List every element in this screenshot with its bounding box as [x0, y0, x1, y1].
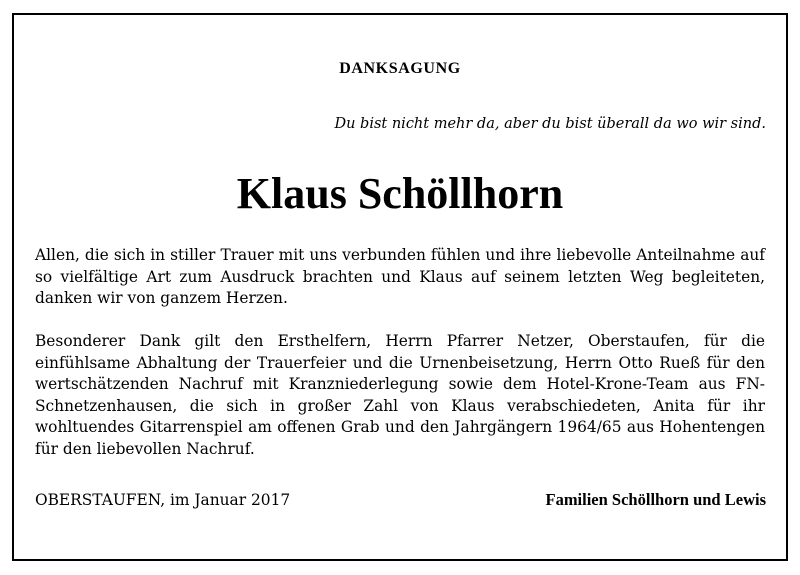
notice-heading: DANKSAGUNG	[339, 60, 461, 77]
notice-motto: Du bist nicht mehr da, aber du bist überall da wo wir sind.	[334, 116, 766, 132]
thanks-paragraph-2: Besonderer Dank gilt den Ersthelfern, Herrn Pfarrer Netzer, Oberstaufen, für die einfühlsame Abhaltung der Trauerfeier und die Urnenbeisetzung, Herrn Otto Rueß für den wertschätzenden Nachruf mit Kranzniederlegung sowie dem Hotel-Krone-Team aus FN-Schnetzenhausen, die sich in großer Zahl von Klaus verabschiedeten, Anita für ihr wohltuendes Gitarrenspiel am offenen Grab und den Jahrgängern 1964/65 aus Hohentengen für den liebevollen Nachruf.	[35, 332, 765, 458]
place-date: OBERSTAUFEN, im Januar 2017	[35, 491, 291, 509]
deceased-name: Klaus Schöllhorn	[236, 169, 564, 218]
thanks-paragraph-1: Allen, die sich in stiller Trauer mit uns verbunden fühlen und ihre liebevolle Anteilnahme auf so vielfältige Art zum Ausdruck brachten und Klaus auf seinem letzten Weg begleiteten, danken wir von ganzem Herzen.	[35, 246, 765, 308]
family-signature: Familien Schöllhorn und Lewis	[545, 490, 766, 509]
